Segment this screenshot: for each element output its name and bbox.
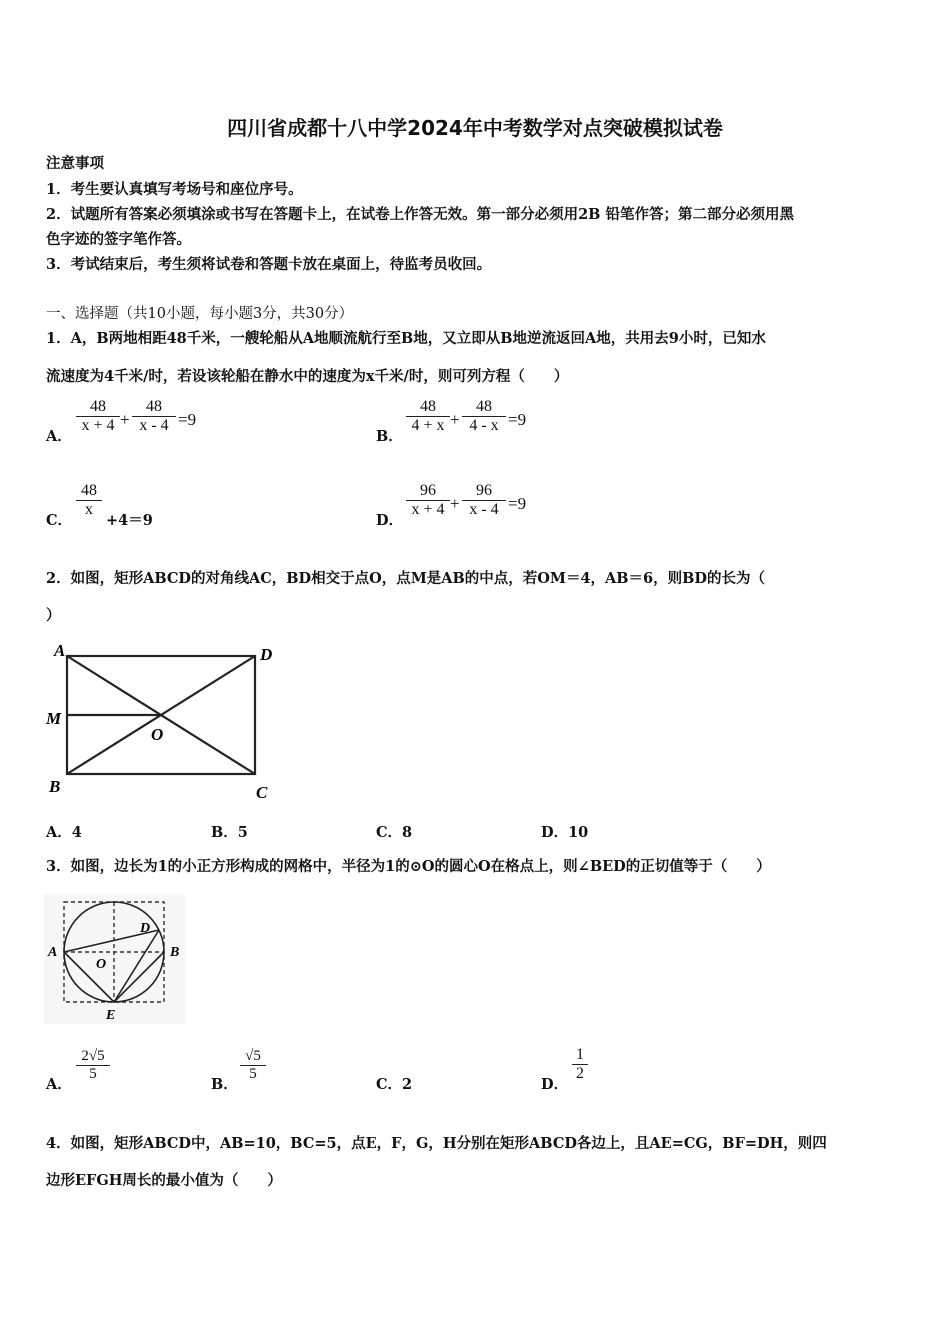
label-o: O — [96, 957, 107, 972]
label-b: B — [49, 777, 61, 796]
question-1-text: 1．A，B两地相距48千米，一艘轮船从A地顺流航行至B地，又立即从B地逆流返回A地，共用去9小时，已知水 — [46, 330, 766, 347]
notice-item: 1．考生要认真填写考场号和座位序号。 — [46, 181, 303, 198]
denominator: 5 — [89, 1066, 97, 1082]
notice-heading: 注意事项 — [46, 155, 104, 172]
q2-option-d[interactable]: D．10 — [541, 824, 589, 841]
numerator: 48 — [90, 398, 106, 415]
q2-option-c[interactable]: C．8 — [376, 824, 413, 841]
fraction — [76, 398, 120, 435]
question-4-text: 边形EFGH周长的最小值为（ ） — [46, 1172, 282, 1189]
option-label: A． — [46, 428, 72, 445]
denominator: 5 — [249, 1066, 257, 1082]
label-a: A — [54, 641, 66, 660]
denominator: x + 4 — [81, 417, 115, 434]
label-a: A — [48, 945, 58, 960]
equation-tail: +4＝9 — [106, 512, 153, 529]
numerator: 1 — [576, 1046, 584, 1063]
fraction — [406, 482, 450, 519]
fraction — [572, 1046, 588, 1083]
numerator: 2√5 — [81, 1048, 105, 1064]
label-b: B — [170, 945, 180, 960]
notice-item: 3．考试结束后，考生须将试卷和答题卡放在桌面上，待监考员收回。 — [46, 256, 492, 273]
grid-circle-figure — [44, 894, 186, 1024]
denominator: x - 4 — [469, 501, 499, 518]
numerator: 48 — [81, 482, 97, 499]
option-label: D． — [541, 1076, 569, 1093]
question-4-text: 4．如图，矩形ABCD中，AB=10，BC=5，点E，F，G，H分别在矩形ABCD各边上，且AE=CG，BF=DH，则四 — [46, 1135, 827, 1152]
equation-tail: =9 — [178, 410, 197, 429]
page-title: 四川省成都十八中学2024年中考数学对点突破模拟试卷 — [227, 116, 723, 140]
notice-item: 色字迹的签字笔作答。 — [46, 231, 191, 248]
question-3-text: 3．如图，边长为1的小正方形构成的网格中，半径为1的⊙O的圆心O在格点上，则∠BED的正切值等于（ ） — [46, 858, 771, 875]
option-label: C． — [46, 512, 73, 529]
fraction — [462, 398, 506, 435]
numerator: √5 — [245, 1048, 261, 1064]
plus-sign: + — [120, 410, 130, 429]
label-e: E — [106, 1008, 116, 1023]
rectangle-figure — [40, 636, 290, 808]
label-d: D — [140, 921, 151, 936]
question-2-text: 2．如图，矩形ABCD的对角线AC，BD相交于点O，点M是AB的中点，若OM＝4，AB＝6，则BD的长为（ — [46, 570, 765, 587]
q2-option-b[interactable]: B．5 — [211, 824, 248, 841]
fraction — [132, 398, 176, 435]
plus-sign: + — [450, 494, 460, 513]
label-c: C — [256, 783, 268, 802]
section-heading: 一、选择题（共10小题，每小题3分，共30分） — [46, 306, 354, 322]
fraction — [462, 482, 506, 519]
option-label: D． — [376, 512, 404, 529]
plus-sign: + — [450, 410, 460, 429]
option-label: B． — [376, 428, 403, 445]
denominator: x — [85, 501, 93, 518]
fraction — [406, 398, 450, 435]
denominator: x + 4 — [411, 501, 445, 518]
option-label: B． — [211, 1076, 238, 1093]
fraction — [240, 1048, 266, 1083]
denominator: 2 — [576, 1065, 584, 1082]
numerator: 48 — [420, 398, 436, 415]
fraction — [76, 482, 102, 519]
q2-option-a[interactable]: A．4 — [46, 824, 82, 841]
numerator: 96 — [476, 482, 492, 499]
option-label: A． — [46, 1076, 72, 1093]
label-d: D — [260, 645, 273, 664]
notice-item: 2．试题所有答案必须填涂或书写在答题卡上，在试卷上作答无效。第一部分必须用2B 铅笔作答；第二部分必须用黑 — [46, 206, 794, 223]
equation-tail: =9 — [508, 494, 527, 513]
denominator: 4 + x — [411, 417, 445, 434]
q3-option-c[interactable]: C．2 — [376, 1076, 413, 1093]
numerator: 96 — [420, 482, 436, 499]
label-m: M — [46, 709, 62, 728]
fraction — [76, 1048, 110, 1083]
label-o: O — [151, 725, 164, 744]
denominator: x - 4 — [139, 417, 169, 434]
question-1-text: 流速度为4千米/时，若设该轮船在静水中的速度为x千米/时，则可列方程（ ） — [46, 368, 569, 385]
question-2-text: ） — [46, 607, 61, 624]
denominator: 4 - x — [469, 417, 499, 434]
numerator: 48 — [476, 398, 492, 415]
equation-tail: =9 — [508, 410, 527, 429]
numerator: 48 — [146, 398, 162, 415]
